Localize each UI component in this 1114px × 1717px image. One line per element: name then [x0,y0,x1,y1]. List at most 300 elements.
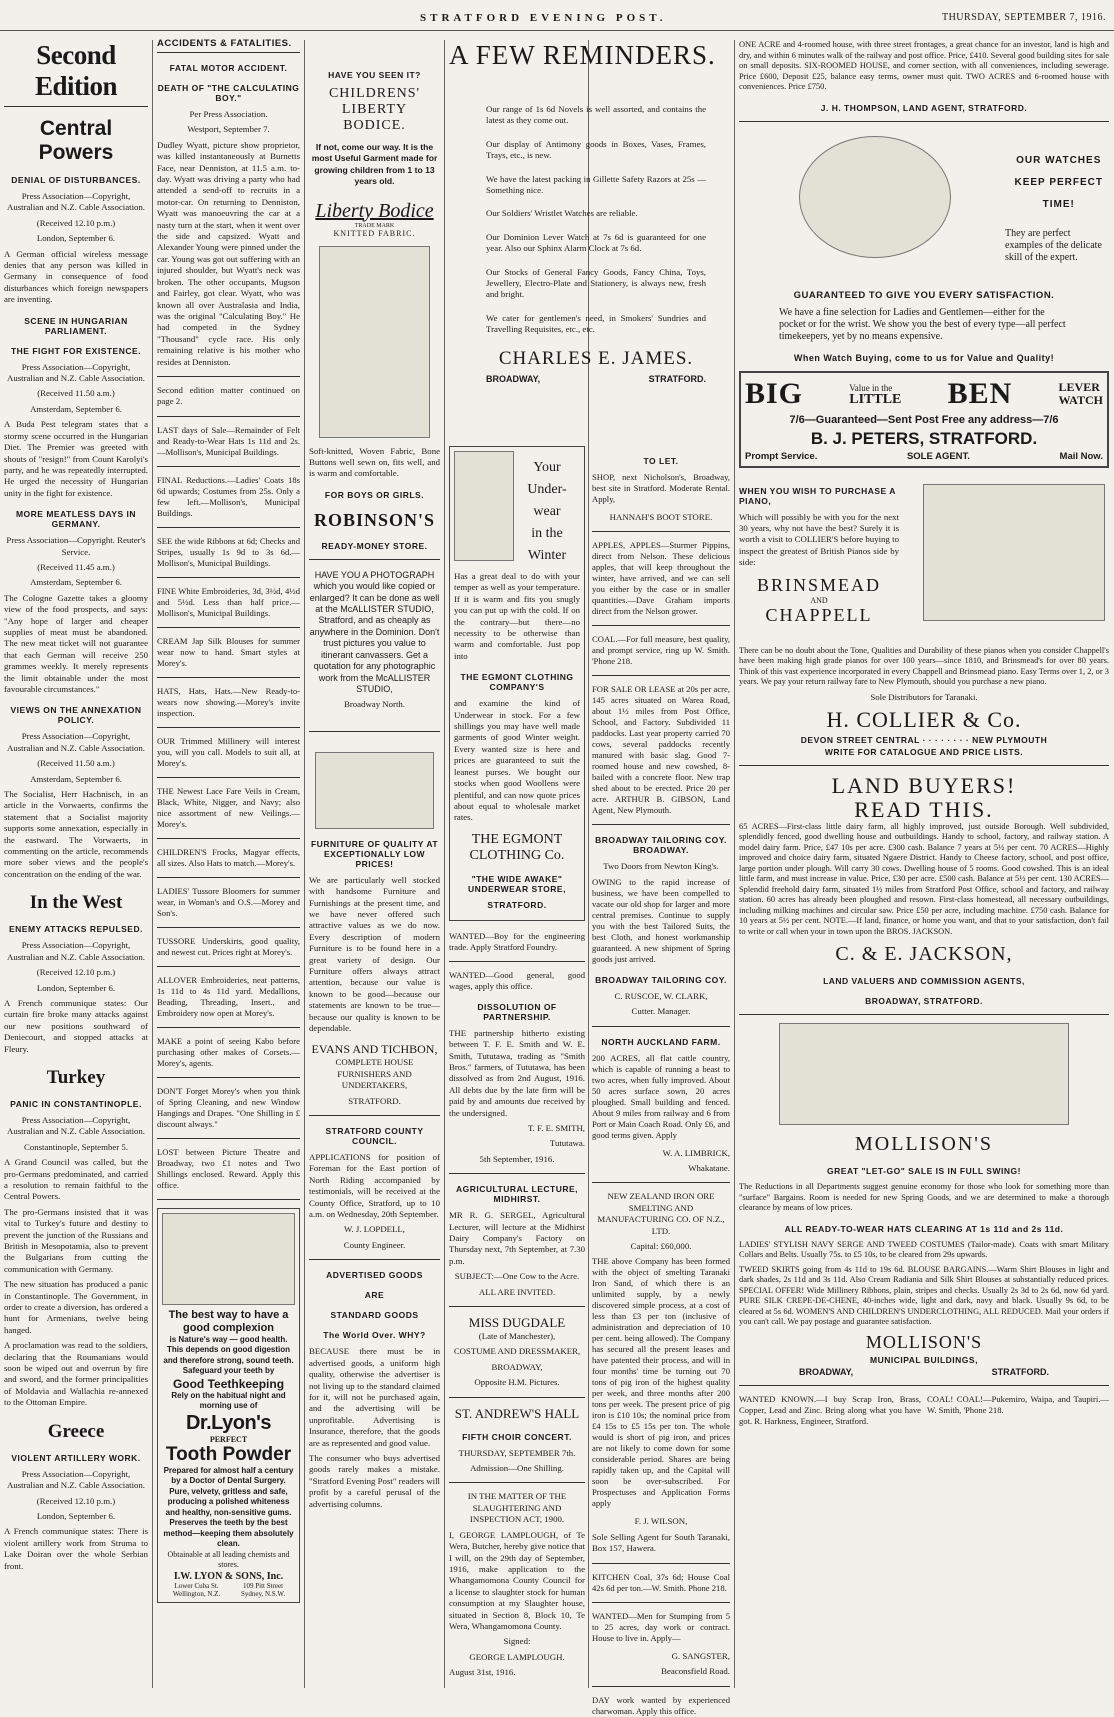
standard-goods: STANDARD GOODS [330,1310,419,1321]
ad-body: Rely on the habitual night and morning use of [171,1390,286,1411]
dateline: Amsterdam, September 6. [30,577,122,588]
divider [592,824,730,825]
dissolution-place: Tututawa. [549,1138,585,1149]
divider [449,1482,585,1483]
classified-ad: HATS, Hats, Hats.—New Ready-to-wears now showing.—Morey's invite inspection. [157,685,300,718]
divider [592,1602,730,1603]
bottom-ads [739,1394,1109,1434]
thompson-agent: J. H. THOMPSON, LAND AGENT, STRATFORD. [820,102,1028,113]
reminder-item: Our Stocks of General Fancy Goods, Fancy China, Toys, Jewellery, Electro-Plate and Stationery, is always new, fresh and bright. [486,266,706,300]
and-word: AND [810,595,828,605]
watch-ad [739,130,1109,280]
piano-heading: WHEN YOU WISH TO PURCHASE A PIANO, [739,485,896,506]
tailoring-heading: BROADWAY TAILORING COY. BROADWAY. [595,835,727,856]
agri-invite: ALL ARE INVITED. [478,1286,556,1297]
divider [157,777,300,778]
divider [157,927,300,928]
wanted-men-ad: WANTED—Men for Stumping from 5 to 25 acres, day work or contract. House to live in. Apply— [592,1610,730,1643]
ad-headline: The best way to have a good complexion [168,1308,289,1334]
guarantee-line: GUARANTEED TO GIVE YOU EVERY SATISFACTION. [793,289,1055,301]
edition-heading: Second Edition [4,40,148,107]
column-rule [444,40,445,1688]
tolet-heading: TO LET. [643,456,679,466]
little-word: LITTLE [849,391,902,407]
company-name: I.W. LYON & SONS, Inc. [173,1570,284,1582]
reminder-item: Our Soldiers' Wristlet Watches are reliable. [486,208,638,219]
dugdale-name: MISS DUGDALE [468,1315,566,1331]
ben-word: BEN [947,376,1013,410]
prompt-service: Prompt Service. [745,450,818,462]
news-paragraph: A proclamation was read to the soldiers, declaring that the Roumanians would soon be wiped out and overrun by fire and sword, and the former principalities of Moldavia and Wallachia re-annexed to the Ottoman Empire. [4,1340,148,1408]
wanted-signature: G. SANGSTER, [671,1650,730,1661]
divider [592,675,730,676]
divider [157,877,300,878]
news-source: Press Association—Copyright, Australian and N.Z. Cable Association. [6,1468,146,1491]
divider [592,1563,730,1564]
mollisons-costumes: LADIES' STYLISH NAVY SERGE AND TWEED COSTUMES (Tailor-made). Coats with smart Military Collars and Belts. Usually 75s. to £5 10s, to be cleared from 29s upwards. [739,1239,1109,1260]
coal-coal-ad: COAL! COAL!—Pukemiro, Waipa, and Taupiri.—W. Smith, 'Phone 218. [927,1393,1109,1415]
council-heading: STRATFORD COUNTY COUNCIL. [325,1126,424,1147]
dissolution-text: THE partnership hitherto existing between T. F. E. Smith and W. E. Smith, Tututawa, trading as "Smith Bros." farmers, of Tututawa, has been dissolved as from 2nd August, 1916. All debts due by the late firm will be paid by and amounts due received by the undersigned. [449,1027,585,1118]
divider [157,627,300,628]
charles-james-name: CHARLES E. JAMES. [498,347,694,369]
divider [157,838,300,839]
dateline: Constantinople, September 5. [23,1141,129,1152]
council-role: County Engineer. [343,1239,406,1250]
reminder-item: Our display of Antimony goods in Boxes, Vases, Frames, Trays, etc., is new. [486,138,706,161]
brand-perfect: PERFECT [209,1434,248,1444]
news-paragraph: A French communique states: There is violent artillery work from Struma to Lake Doiran over the whole Serbian front. [4,1526,148,1571]
divider [157,1027,300,1028]
value-in: Value in the [849,382,893,393]
shop-ad: SHOP, next Nicholson's, Broadway, best site in Stratford. Moderate Rental. Apply, [592,472,730,504]
address: 109 Pitt Street Sydney, N.S.W. [240,1581,286,1598]
underwear-headline [514,451,580,567]
letgo-sale: GREAT "LET-GO" SALE IS IN FULL SWING! [827,1166,1021,1177]
big-word: BIG [745,376,804,410]
dissolution-heading: DISSOLUTION OF PARTNERSHIP. [477,1001,557,1022]
dugdale-late: (Late of Manchester), [478,1331,556,1342]
mail-now: Mail Now. [1059,450,1103,462]
piano-body: There can be no doubt about the Tone, Qualities and Durability of these pianos when you consider Chappell's have been making high grade pianos for over 100 years—since 1810, and Brinsmead's for over 80 years. Think of this vast experience incorporated in every Chappell and Brinsmead piano. Easy Terms over 1, 2, or 3 years. We pay your return railway fare to New Plymouth, should you purchase a new piano. [739,645,1109,686]
piano-text-block [739,476,899,626]
classified-ads [157,425,300,1200]
news-source: Press Association—Copyright, Australian and N.Z. Cable Association. [6,731,146,753]
tailoring-sub: Two Doors from Newton King's. [603,861,719,872]
subheading: VIOLENT ARTILLERY WORK. [11,1452,141,1463]
news-source: Press Association—Copyright, Australian and N.Z. Cable Association. [6,940,146,962]
thompson-listings: ONE ACRE and 4-roomed house, with three street frontages, a great chance for an investor, land is high and dry, and within 6 minutes walk of the railway and post office. Price, £410. Several good building sites for sale on small deposits. SIX-ROOMED HOUSE, and corner section, with all conveniences, including sewerage. Price £600, Deposit £25, balance easy terms, owner must quit. TWO ACRES and 6-roomed house with conveniences. Price £750. [739,40,1109,91]
divider [739,765,1109,766]
divider [309,559,440,560]
slaughter-heading: IN THE MATTER OF THE SLAUGHTERING AND INSPECTION ACT, 1900. [467,1491,567,1525]
subheading: DENIAL OF DISTURBANCES. [11,175,141,185]
continued-note: Second edition matter continued on page 2. [157,384,300,407]
news-paragraph: The Cologne Gazette takes a gloomy view of the food prospects, and says: "Any hope of larger and cheaper supplies of meat must be abandoned. The new meat ticket will not guarantee that each German will receive 250 grammes weekly. It merely represents the limit obtainable under the most favourable circumstances." [4,592,148,694]
lever-word: LEVER [1058,379,1100,394]
egmont-town: STRATFORD. [487,899,547,910]
big-ben-title [745,377,1103,411]
hats-clearing: ALL READY-TO-WEAR HATS CLEARING AT 1s 11d and 2s 11d. [784,1223,1064,1234]
apples-ad: APPLES, APPLES—Sturmer Pippins, direct from Nelson. These delicious apples, that will keep throughout the winter, have arrived, and we can sell you either by the case or in smaller quantities.—Dave Graham imports direct from the Nelson grower. [592,540,730,617]
kitchen-coal-ad: KITCHEN Coal, 37s 6d; House Coal 42s 6d per ton.—W. Smith. Phone 218. [592,1571,730,1593]
column-right-ads [739,34,1109,1690]
column-rule [734,40,735,1688]
classified-ad: FINAL Reductions.—Ladies' Coats 18s 6d upwards; Costumes from 25s. Only a few left.—Mollison's, Municipal Buildings. [157,474,300,518]
classified-ad: FINE White Embroideries, 3d, 3½d, 4½d and 5½d. Less than half price.—Mollison's, Municipal Buildings. [157,585,300,618]
furniture-heading: FURNITURE OF QUALITY AT EXCEPTIONALLY LOW PRICES! [310,838,439,869]
divider [449,1397,585,1398]
news-source: Per Press Association. [189,109,268,119]
day-work-ad: DAY work wanted by experienced charwoman. Apply this office. [592,1694,730,1716]
dateline: London, September 6. [36,982,116,993]
divider [157,1077,300,1078]
company-addresses [162,1582,295,1598]
wanted-general-ad: WANTED—Good general, good wages, apply this office. [449,969,585,991]
dateline: Amsterdam, September 6. [30,773,122,784]
divider [449,1173,585,1174]
man-underwear-image [454,451,514,561]
mollisons-illustration [779,1023,1069,1125]
reminders-items [486,104,706,336]
land-listings: 65 ACRES—First-class little dairy farm, all highly improved, just outside Borough. Well subdivided, splendidly fenced, good dwelling house and outbuildings. Handy to school, factory, and railway station. A model dairy farm. Price, £47 10s per acre. £300 cash. Balance 7 years at 5½ per cent. 70 ACRES—Highly improved and choice dairy farm, situated Ngaere District. Handy to Cheese factory, school, and post office, large portion under plough. Will carry 30 cows. Dwelling house of 5 rooms. Good cowshed. This is an ideal little farm, and must increase in value. Price, £30 per acre. £500 cash. Balance at 5½ per cent. 130 ACRES—Splendid freehold dairy farm, situated 1½ miles from Stratford Post Office, school and factory, and railway station. 60 acres has already been ploughed and resown. First-class homestead, all necessary outbuildings, including milking machines and circular saw. Price £50 per acre, including machine. £750 cash. Balance for 10 years at 5½ per cent. NOTE.—If land, finance, or home you want, and that to your satisfaction, don't fail to write or call when your in town upon the BROS. JACKSON. [739,821,1109,936]
divider [592,1182,730,1183]
lever-block [1059,381,1103,407]
address-left: BROADWAY, [799,1366,854,1377]
reminder-item: Our range of 1s 6d Novels is well assorted, and contains the latest as they come out. [486,104,706,126]
egmont-heading: THE EGMONT CLOTHING COMPANY'S [460,672,574,693]
watch-line: TIME! [1042,198,1075,210]
column-classifieds [592,446,730,1716]
divider [592,531,730,532]
egmont-underwear-ad [449,446,585,921]
classified-ad: TUSSORE Underskirts, good quality, and newest cut. Prices right at Morey's. [157,935,300,957]
dateline: London, September 6. [36,233,116,244]
issue-date: THURSDAY, SEPTEMBER 7, 1916. [941,12,1106,23]
received-time: (Received 11.50 a.m.) [37,758,115,769]
big-ben-ad [739,371,1109,468]
jackson-address: BROADWAY, STRATFORD. [865,996,983,1007]
iron-text: THE above Company has been formed with the object of smelting Taranaki Iron Sand, of which there is an unlimited supply, by a newly discovered simple process, at a cost of less than £3 per ton (inclusive of administration and depreciation of 10 per cent. being allowed). The Company has secured all the present leases and have patented their process, and will in four months' time be turning out 70 tons of pig iron of the highest quality per week, and three months after 200 tons per week. The present price of pig iron is £10 10s; the nominal price from £4 15s to £5 15s per ton. The whole would is short of pig iron, and prices are not likely to come down for some considerable period. Shares are being rapidly taken up, and the Capital will soon be over-subscribed. For Prospectuses and Application Forms apply [592,1256,730,1509]
news-paragraph: A German official wireless message denies that any person was killed in Germany in consequence of food disturbances which foreign newspapers are inventing. [4,248,148,305]
iron-role: Sole Selling Agent for South Taranaki, Box 157, Hawera. [592,1531,730,1554]
tailoring-roles: Cutter. Manager. [631,1006,691,1017]
watch-text: They are perfect examples of the delicate skill of the expert. [1005,227,1102,263]
slaughter-text: I, GEORGE LAMPLOUGH, of Te Wera, Butcher, hereby give notice that I will, on the 29th day of September, 1916, make application to the Whangamomona County Council for a license to slaughter stock for human consumption at my Slaughter house, situated in Section 8, Block 10, Te Wera, Whangamomona County. [449,1529,585,1631]
ad-subheading: FOR BOYS OR GIRLS. [324,489,425,500]
piano-text: Which will possibly be with you for the next 30 years, why not have the best? Surely it is worth a visit to COLLIER'S before buying to inspect the greatest of British Pianos side by side: [739,511,899,568]
for-sale-ad: FOR SALE OR LEASE at 20s per acre, 145 acres situated on Warea Road, about 1½ miles from Post Office, School, and Factory. Subdivided 11 paddocks. Last year property carried 70 cows, several paddocks recently manured with basic slag. Good 7-roomed house and new cowshed, 8-bailed with a concrete floor. New trap shed about to be erected. Price 20 per acre. ARTHUR B. GIBSON, Land Agent, New Plymouth. [592,684,730,816]
ad-heading: HAVE YOU SEEN IT? [328,70,421,80]
divider [449,1306,585,1307]
egmont-logo: THE EGMONT CLOTHING Co. [469,831,565,863]
divider [157,527,300,528]
section-heading-greece: Greece [47,1420,105,1442]
classified-ad: SEE the wide Ribbons at 6d; Checks and Stripes, usually 1s 9d to 3s 6d.—Mollison's, Municipal Buildings. [157,535,300,568]
mollisons-specials: TWEED SKIRTS going from 4s 11d to 19s 6d. BLOUSE BARGAINS.—Warm Shirt Blouses in light and dark shades, 2s 11d and 3s 11d. Also Cream Radiania and Silk Shirt Blouses at substantially reduced prices. SPECIAL OFFER! Wide Millinery Ribbons, plain, stripes and checks. Usually 2s 3d to 2s 6d, now 6d yard. PURE SILK CREPE-DE-CHENE, 40-inches wide, light and dark, navy and black. Usually 9s 6d, to be cleared at 5s 6d. WOMEN'S AND CHILDREN'S UNDERCLOTHING, ALL REDUCED. Mail your orders if you can't call. We pay postage and guarantee satisfaction. [739,1264,1109,1327]
slaughter-signature: GEORGE LAMPLOUGH. [469,1651,565,1662]
mollisons-address [739,1367,1109,1377]
divider [309,731,440,732]
received-time: (Received 12.10 p.m.) [36,1495,116,1506]
subheading: ENEMY ATTACKS REPULSED. [9,924,143,935]
classified-ad: DON'T Forget Morey's when you think of Spring Cleaning, and new Window Hangings and Drapes. "One Shilling in £ discount always." [157,1085,300,1129]
bodice-title: CHILDRENS' LIBERTY BODICE. [328,86,421,133]
subheading: THE FIGHT FOR EXISTENCE. [10,345,142,356]
sole-agent: SOLE AGENT. [906,450,970,462]
divider [157,677,300,678]
advertised-are: ARE [364,1290,385,1301]
evans-tichbon-name: EVANS AND TICHBON, [311,1042,438,1057]
divider [739,1385,1109,1386]
lady-portrait-image [162,1213,295,1305]
column-rule [152,40,153,1688]
classified-ad: ALLOVER Embroideries, neat patterns, 1s 11d to 4s 11d yard. Medallions, Beading, Threading, Insert., and Embroidery now open at Morey's. [157,974,300,1018]
divider [157,1199,300,1200]
farm-heading: NORTH AUCKLAND FARM. [601,1036,721,1047]
divider [309,1115,440,1116]
piano-ad [739,476,1109,646]
underwear-text: and examine the kind of Underwear in stock. For a few shillings you may have well made garments of good Winter weight. Every wanted size is here and prices are guaranteed to suit the leanest purses. We bought our stocks when good Woollens were plentiful, and can now quote prices about equal to wholesale market rates. [454,698,580,823]
mollisons-municipal: MUNICIPAL BUILDINGS, [870,1354,978,1365]
collier-catalogue: WRITE FOR CATALOGUE AND PRICE LISTS. [824,746,1024,757]
address-right: STRATFORD. [648,373,706,384]
classified-ad: CHILDREN'S Frocks, Magyar effects, all sizes. Also Hats to match.—Morey's. [157,846,300,868]
section-heading-turkey: Turkey [46,1066,106,1088]
subheading: VIEWS ON THE ANNEXATION POLICY. [10,705,142,726]
subheading: FATAL MOTOR ACCIDENT. [169,63,288,73]
divider [592,1686,730,1687]
farm-place: Whakatane. [688,1163,730,1174]
sole-distributors: Sole Distributors for Taranaki. [870,691,978,702]
reminder-item: We have the latest packing in Gillette Safety Razors at 25s —Something nice. [486,173,706,196]
news-source: Press Association—Copyright, Australian and N.Z. Cable Association. [6,361,146,384]
advertising-text: The consumer who buys advertised goods rarely makes a mistake. "Stratford Evening Post" readers will profit by a careful perusal of the advertising columns. [309,1452,440,1509]
reminder-item: We cater for gentlemen's need, in Smokers' Sundries and Travelling Requisites, etc., etc. [486,312,706,335]
divider [157,1138,300,1139]
coal-ad: COAL.—For full measure, best quality, and prompt service, ring up W. Smith. 'Phone 218. [592,634,730,667]
under-line: Your Under- [527,460,567,497]
news-source: Press Association—Copyright. Reuter's Service. [6,535,146,557]
collier-name: H. COLLIER & Co. [826,706,1022,732]
received-time: (Received 12.10 p.m.) [36,967,116,978]
address-left: BROADWAY, [486,373,541,384]
divider [157,727,300,728]
iron-heading: NEW ZEALAND IRON ORE SMELTING AND MANUFACTURING CO. OF N.Z., LTD. [597,1191,725,1236]
product-name: Tooth Powder [165,1443,292,1465]
newspaper-title: STRATFORD EVENING POST. [420,12,667,24]
news-paragraph: Dudley Wyatt, picture show proprietor, was killed instantaneously at Burnetts Face, near Denniston, at 11.5 a.m. to-day. Wyatt was driving a party who had attended a send-off to recruits in a motor-car. On returning to Denniston, Wyatt was manoeuvring the car at a nasty turn at the start, when it went over the side and capsized. Wyatt and Alexander Young were pinned under the car. Young was got out suffering with an injured shoulder, but Wyatt's neck was broken. The other occupants, Mugson and Fairley, got clear. Wyatt, who was known all over Australasia and India, was the original "Calculating Boy." He had competed in the Sydney "Thousand" cycle race. His only remaining relative is his mother who resides at Denniston. [157,139,300,367]
concert-admission: Admission—One Shilling. [470,1463,564,1474]
slaughter-signed: Signed: [503,1636,531,1647]
received-time: (Received 11.50 a.m.) [37,388,115,399]
read-this: READ THIS. [854,796,994,822]
received-time: (Received 12.10 p.m.) [36,217,116,228]
farm-text: 200 ACRES, all flat cattle country, which is capable of running a beast to two acres, when fully improved. About 50 acres surface sown, 20 acres ploughed. Small building and fenced. About 9 miles from railway and 6 from Port or Main Coach Road. Only £6, and good terms given. Apply [592,1052,730,1140]
mollisons-text: The Reductions in all Departments suggest genuine economy for those who look for something more than "surface" Bargains. Room is needed for new Spring Goods, and we are determined to make a thorough clearance by means of low prices. [739,1182,1109,1213]
classified-ad: LOST between Picture Theatre and Broadway, two £1 notes and Two Shillings enclosed. Reward. Apply this office. [157,1146,300,1190]
divider [739,121,1109,122]
section-heading-west: In the West [29,892,123,914]
brinsmead-name: BRINSMEAD [756,574,881,595]
column-accidents [157,34,300,1690]
dissolution-date: 5th September, 1916. [479,1153,555,1164]
advertised-goods: ADVERTISED GOODS [326,1270,423,1281]
section-heading-central-powers: Central Powers [38,117,114,164]
agri-subject: SUBJECT:—One Cow to the Acre. [454,1271,580,1282]
knitted-fabric: KNITTED FABRIC. [333,228,416,238]
tailoring-footer: BROADWAY TAILORING COY. [595,974,727,985]
news-source: Press Association—Copyright, Australian and N.Z. Cable Association. [6,1114,146,1137]
under-line: Winter [527,548,567,563]
classified-ad: CREAM Jap Silk Blouses for summer wear now to hand. Smart styles at Morey's. [157,635,300,668]
ad-body: Prepared for almost half a century by a Doctor of Dental Surgery. Pure, velvety, gritless and safe, producing a polished whiteness and healthy, non-sensitive gums. Preserves the teeth by the best method—keeping them absolutely clean. [163,1465,294,1549]
divider [739,1014,1109,1015]
concert-heading: FIFTH CHOIR CONCERT. [462,1431,572,1442]
under-line: wear [533,504,561,519]
divider [157,416,300,417]
news-paragraph: The pro-Germans insisted that it was vital to Turkey's future and destiny to prevent the junction of the Russians and British in Mesopotamia, also to prevent the Bulgarians from cutting the communication with Germany. [4,1206,148,1274]
ad-slogan: Good Teethkeeping [172,1376,285,1391]
dr-lyons-ad [157,1208,300,1603]
classified-ad: LADIES' Tussore Bloomers for summer wear, in Woman's and O.S.—Morey and Son's. [157,885,300,918]
mollisons-footer: MOLLISON'S [865,1331,983,1352]
news-paragraph: The Socialist, Herr Hachnisch, in an article in the Vorwaerts, confirms the statement that a Socialist majority supports some annexation, especially in the eastward. The Vorwaerts, in commenting on the article, recommends more sober views and the people's concentration on the ending of the war. [4,789,148,879]
robinsons-store-name: ROBINSON'S [313,509,436,530]
under-line: in the [531,526,563,541]
divider [157,577,300,578]
little-block [849,383,901,405]
watch-footer: When Watch Buying, come to us for Value and Quality! [793,352,1055,363]
ad-subheading: READY-MONEY STORE. [321,540,428,551]
address: Lower Cuba St. Wellington, N.Z. [172,1581,221,1598]
dissolution-signature: T. F. E. SMITH, [527,1122,585,1133]
bodice-garment-image [319,246,430,438]
subheading: PANIC IN CONSTANTINOPLE. [10,1098,142,1109]
reminders-list [486,104,706,384]
news-paragraph: A Buda Pest telegram states that a stormy scene occurred in the Hungarian Diet. The Premier was greeted with shouts of "resign!" from Count Karolyi's party, and he was repeatedly interrupted. He urged the necessity of Hungarian unity in the fight for existence. [4,419,148,498]
ad-body: is Nature's way — good health. This depends on good digestion and therefore strong, sound teeth. Safeguard your teeth by [163,1334,294,1376]
column-ads-middle [309,34,440,1690]
wristwatch-image [799,136,951,258]
divider [592,1026,730,1027]
advertising-text: BECAUSE there must be in advertised goods, a uniform high quality, otherwise the advertiser is not living up to the standard claimed for it, will not be purchased again, and the advertising will be unprofitable. Advertising is Insurance, therefore, that the goods are as represented and good value. [309,1346,440,1448]
dateline: Amsterdam, September 6. [30,403,122,414]
peters-name: B. J. PETERS, STRATFORD. [810,428,1038,448]
news-paragraph: A Grand Council was called, but the pro-Germans predominated, and carried a resolution to remain faithful to the Central Powers. [4,1157,148,1202]
agri-heading: AGRICULTURAL LECTURE, MIDHIRST. [455,1184,579,1205]
evans-tichbon-sub: COMPLETE HOUSE FURNISHERS AND UNDERTAKERS, [335,1057,414,1091]
jackson-sub: LAND VALUERS AND COMMISSION AGENTS, [823,976,1025,987]
watch-word: WATCH [1058,392,1103,407]
subheading: SCENE IN HUNGARIAN PARLIAMENT. [24,315,128,336]
dateline: Westport, September 7. [187,124,270,135]
classified-ad: LAST days of Sale—Remainder of Felt and Ready-to-Wear Hats 1s 11d and 2s.—Mollison's, Municipal Buildings. [157,424,300,457]
scrap-iron-ad: WANTED KNOWN.—I buy Scrap Iron, Brass, Copper, Lead and Zinc. Bring along what you have got. R. Harkness, Engineer, Stratford. [739,1393,921,1426]
iron-capital: Capital: £60,000. [630,1241,692,1252]
concert-date: THURSDAY, SEPTEMBER 7th. [458,1447,576,1458]
iron-signature: F. J. WILSON, [634,1516,688,1527]
underwear-text: Has a great deal to do with your temper as well as your temperature. If it is warm and fits you snugly you can put up with the cold. If on the contrary—but there—no necessity to be otherwise than warm and comfortable. Just pop into [454,571,580,661]
news-source: Press Association—Copyright, Australian and N.Z. Cable Association. [6,191,146,213]
dugdale-trade: COSTUME AND DRESSMAKER, [453,1346,581,1357]
classified-ad: THE Newest Lace Fare Veils in Cream, Black, White, Nigger, and Navy; also nice assortment of new Veilings.—Morey's. [157,785,300,829]
jackson-name: C. & E. JACKSON, [835,943,1013,966]
wanted-boy-ad: WANTED—Boy for the engineering trade. Apply Stratford Foundry. [449,930,585,952]
masthead [0,0,1114,31]
column-war-news [4,34,148,1690]
dugdale-address: BROADWAY, [491,1361,543,1372]
wanted-place: Beaconsfield Road. [661,1666,730,1677]
brand-name: Dr.Lyon's [185,1411,272,1434]
divider [592,625,730,626]
divider [309,1259,440,1260]
farm-signature: W. A. LIMBRICK, [662,1147,730,1158]
peters-footer [745,451,1103,462]
tailoring-names: C. RUSCOE, W. CLARK, [614,990,708,1001]
column-rule [304,40,305,1688]
piano-image [923,484,1105,621]
furniture-image [315,752,434,829]
bodice-description: Soft-knitted, Woven Fabric, Bone Buttons well sewn on, fits well, and is warm and comfortable. [309,445,440,479]
collier-address: DEVON STREET CENTRAL · · · · · · · · NEW PLYMOUTH [800,734,1048,745]
council-signature: W. J. LOPDELL, [343,1224,405,1235]
charles-james-address [486,374,706,384]
news-paragraph: A French communique states: Our curtain fire broke many attacks against our new positions southward of Deniecourt, and stopped attacks at Fleury. [4,997,148,1054]
watch-body: We have a fine selection for Ladies and Gentlemen—either for the pocket or for the wrist. We show you the best of every type—all perfect timekeepers, yet by no means expensive. [779,306,1066,342]
evans-tichbon-town: STRATFORD. [348,1095,401,1106]
photo-ad: HAVE YOU A PHOTOGRAPH which you would like copied or enlarged? It can be done as well at the McALLISTER STUDIO, Stratford, and as cheaply as anywhere in the Dominion. Don't trust pictures you value to itinerant canvassers. Get a quotation for any photographic work from the McALLISTER STUDIO, [309,569,440,694]
watch-line: OUR WATCHES [1016,154,1102,166]
divider [157,966,300,967]
column-underwear [449,446,585,1686]
land-buyers: LAND BUYERS! [831,772,1017,798]
section-header: ACCIDENTS & FATALITIES. [157,38,300,53]
studio-address: Broadway North. [343,699,406,710]
divider [157,376,300,377]
reminders-title: A FEW REMINDERS. [449,40,716,70]
trade-mark: TRADE MARK [354,222,395,229]
subheading: DEATH OF "THE CALCULATING BOY." [157,83,300,103]
watch-line: KEEP PERFECT [1014,176,1103,188]
big-ben-guarantee: 7/6—Guaranteed—Sent Post Free any address—7/6 [789,413,1059,426]
egmont-tagline: "THE WIDE AWAKE" UNDERWEAR STORE, [468,873,566,894]
reminder-item: Our Dominion Lever Watch at 7s 6d is guaranteed for one year. Also our Sphinx Alarm Clock at 7s 6d. [486,231,706,254]
address-right: STRATFORD. [991,1366,1049,1377]
classified-ad: OUR Trimmed Millinery will interest you, will you call. Models to suit all, at Morey's. [157,735,300,768]
world-over: The World Over. WHY? [323,1330,426,1341]
tailoring-text: OWING to the rapid increase of business, we have been compelled to vacate our old shop for larger and more central premises. Continue to supply you with the best Tailored Suits, the best Cloth, and honest workmanship guaranteed. A new shipment of Spring goods just arrived. [592,876,730,964]
divider [449,961,585,962]
liberty-bodice-logo: Liberty Bodice [315,199,434,222]
watch-headline [1015,150,1104,216]
mollisons-name: MOLLISON'S [854,1133,994,1156]
slaughter-date: August 31st, 1916. [449,1667,516,1678]
chappell-name: CHAPPELL [765,604,873,625]
dateline: London, September 6. [36,1510,116,1521]
bodice-text: If not, come our way. It is the most Useful Garment made for growing children from 1 to 13 years old. [311,142,438,187]
furniture-text: We are particularly well stocked with handsome Furniture and Furnishings at the present time, and we have never offered such attractive values as we do now. Every description of modern Furniture is to be found here in a great variety of design. Our Furniture offers always attract attention, because our value is known to be good—because our statements are known to be true—because our quality is known to be dependable. [309,874,440,1033]
agri-text: MR R. G. SERGEL, Agricultural Lecturer, will lecture at the Midhirst Dairy Company's Factory on Thursday next, 7th September, at 7.30 p.m. [449,1210,585,1266]
shop-signature: HANNAH'S BOOT STORE. [609,512,713,522]
classified-ad: MAKE a point of seeing Kabo before purchasing other makes of Corsets.—Morey's, agents. [157,1035,300,1068]
council-text: APPLICATIONS for position of Foreman for the East portion of North Riding accompanied by testimonials, will be received at the County Office, Stratford, up to 10 a.m. on Wednesday, 20th September. [309,1152,440,1220]
underwear-header [454,451,580,567]
received-time: (Received 11.45 a.m.) [37,561,115,572]
ad-availability: Obtainable at all leading chemists and stores. [167,1549,290,1570]
divider [157,466,300,467]
news-paragraph: The new situation has produced a panic in Constantinople. The Government, in order to create a diversion, has ordered a hunt for Armenians, twelve being hanged. [4,1279,148,1335]
